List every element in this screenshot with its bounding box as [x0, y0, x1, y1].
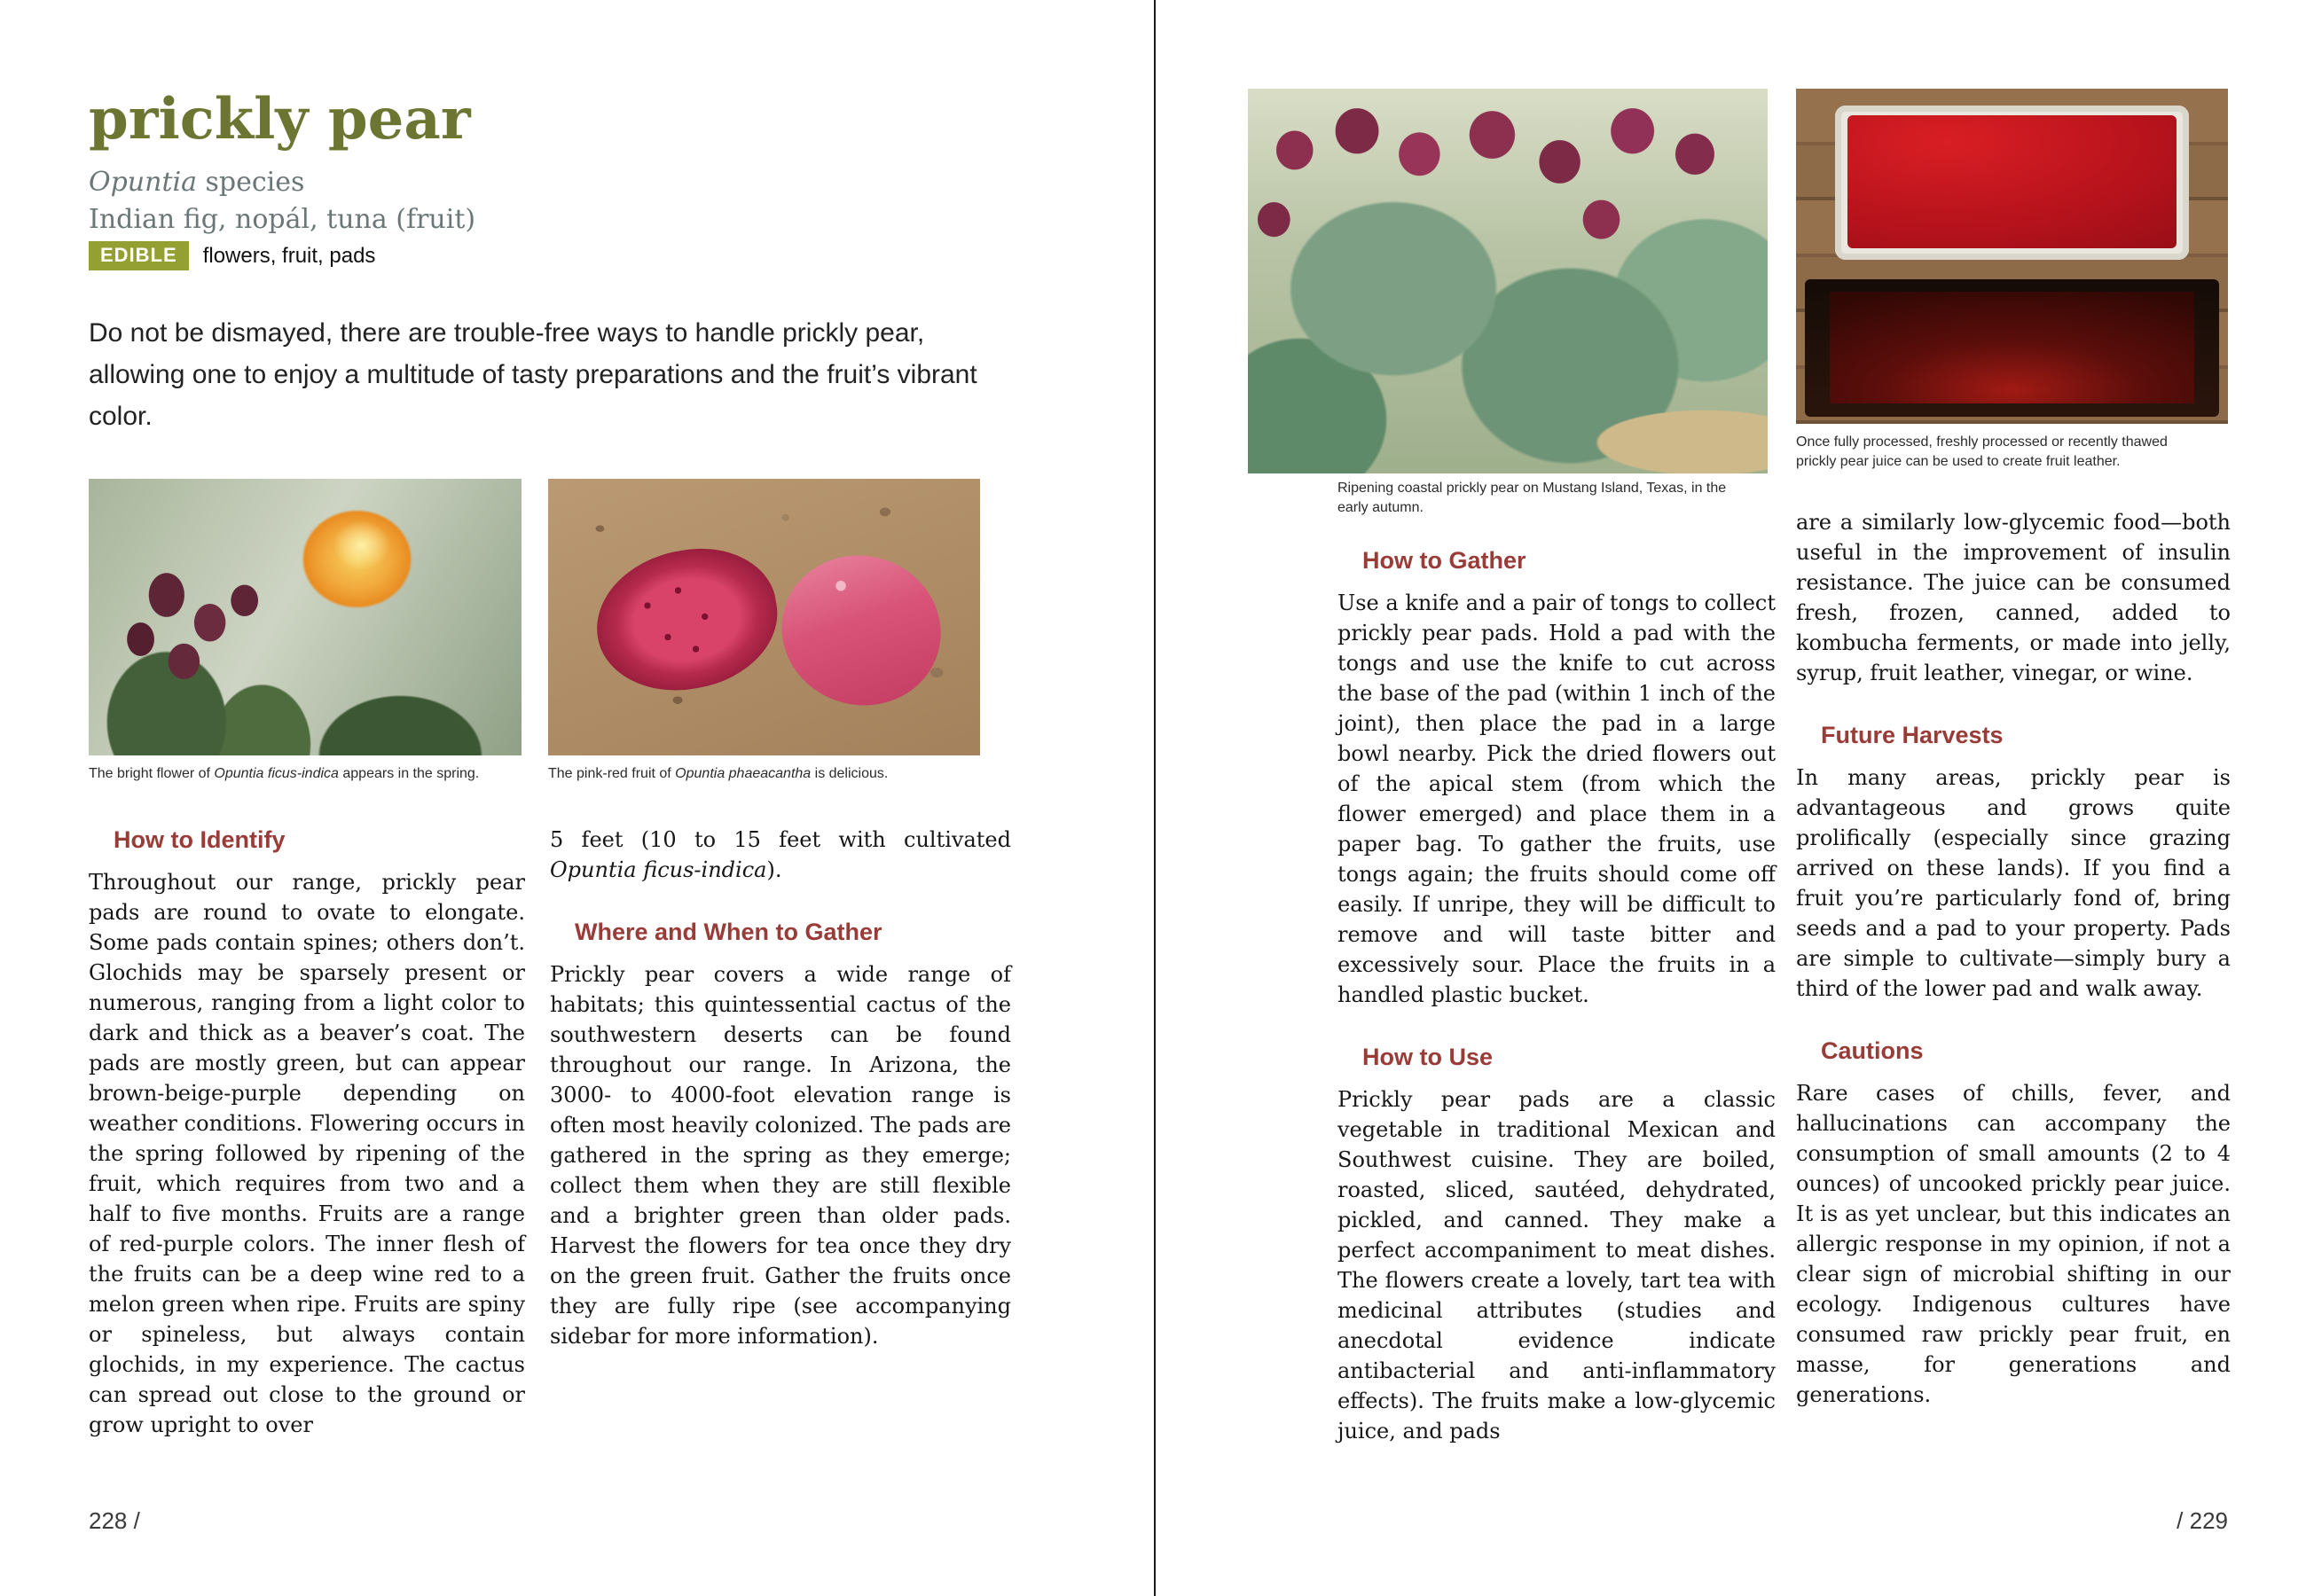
right-column-1	[1337, 545, 1776, 1446]
future-harvests-body: In many areas, prickly pear is advantageous and grows quite prolifically (especially since grazing arrived on these lands). If you find a fruit you’re particularly fond of, bring seeds and a pad to your property. Pads are simple to cultivate—simply bury a third of the lower pad and walk away.	[1796, 765, 2231, 1001]
how-to-gather-body: Use a knife and a pair of tongs to collect prickly pear pads. Hold a pad with the tongs and use the knife to cut across the base of the pad (within 1 inch of the joint), then place the pad in a large bowl nearby. Pick the dried flowers out of the apical stem (from which the flower emerged) and place them in a paper bag. To gather the fruits, use tongs again; the fruits should come off easily. If unripe, they will be difficult to remove and will taste bitter and excessively sour. Place the fruits in a handled plastic bucket.	[1337, 591, 1776, 1007]
flower-photo	[89, 479, 522, 755]
juice-jar-liquid-shape	[1830, 292, 2194, 403]
cut-fruit-shape	[585, 536, 788, 704]
where-when-body: Prickly pear covers a wide range of habitats; this quintessential cactus of the southwestern deserts can be found throughout our range. In Arizona, the 3000- to 4000-foot elevation range is often most heavily colonized. The pads are gathered in the spring as they emerge; collect them when they are still flexible and a brighter green than older pads. Harvest the flowers for tea once they dry on the green fruit. Gather the fruits once they are fully ripe (see accompanying sidebar for more information).	[550, 962, 1012, 1349]
cactus-photo-caption: Ripening coastal prickly pear on Mustang Island, Texas, in the early autumn.	[1337, 481, 1727, 515]
right-column-2	[1796, 507, 2231, 1410]
how-to-use-heading: How to Use	[1362, 1044, 1494, 1070]
identify-continuation: 5 feet (10 to 15 feet with cultivated Opuntia ficus-indica).	[550, 827, 1011, 882]
where-when-heading: Where and When to Gather	[575, 919, 882, 945]
juice-jar-shape	[1805, 279, 2220, 417]
flower-photo-caption: The bright flower of Opuntia ficus-indica appears in the spring.	[89, 766, 480, 781]
common-names-line: Indian fig, nopál, tuna (fruit)	[89, 204, 476, 235]
intro-paragraph: Do not be dismayed, there are trouble-free ways to handle prickly pear, allowing one to enjoy a multitude of tasty preparations and the fruit’s vibrant color.	[89, 318, 977, 431]
how-to-use-body: Prickly pear pads are a classic vegetable in traditional Mexican and Southwest cuisine. They are boiled, roasted, sliced, sautéed, dehydrated, pickled, and canned. They make a perfect accompaniment to meat dishes. The flowers create a lovely, tart tea with medicinal attributes (studies and anecdotal evidence indicate antibacterial and anti-inflammatory effects). The fruits make a low-glycemic juice, and pads	[1337, 1087, 1776, 1443]
use-continuation: are a similarly low-glycemic food—both useful in the improvement of insulin resistance. The juice can be consumed fresh, frozen, canned, added to kombucha ferments, or made into jelly, syrup, fruit leather, vinegar, or wine.	[1796, 510, 2231, 685]
left-column-2	[550, 825, 1011, 1351]
juice-photo-caption: Once fully processed, freshly processed or recently thawed prickly pear juice can be used to create fruit leather.	[1796, 434, 2168, 469]
edible-badge: EDIBLE	[89, 241, 189, 270]
cautions-heading: Cautions	[1821, 1037, 1924, 1064]
left-column-1	[89, 825, 525, 1440]
species-line: Opuntia species	[89, 167, 305, 198]
page-number-right: / 229	[2177, 1507, 2228, 1534]
identify-body: Throughout our range, prickly pear pads are round to ovate to elongate. Some pads contain spines; others don’t. Glochids may be sparsely present or numerous, ranging from a light color to dark and thick as a beaver’s coat. The pads are mostly green, but can appear brown-beige-purple depending on weather conditions. Flowering occurs in the spring followed by ripening of the fruit, which requires from two and a half to five months. Fruits are a range of red-purple colors. The inner flesh of the fruits can be a deep wine red to a melon green when ripe. Fruits are spiny or spineless, but always contain glochids, in my experience. The cactus can spread out close to the ground or grow upright to over	[89, 870, 525, 1437]
how-to-gather-heading: How to Gather	[1362, 547, 1526, 574]
page-title: prickly pear	[89, 86, 471, 153]
future-harvests-heading: Future Harvests	[1821, 722, 2004, 748]
juice-photo	[1796, 89, 2228, 424]
edible-parts: flowers, fruit, pads	[202, 243, 376, 268]
page-number-left: 228 /	[89, 1507, 140, 1534]
page-right	[1156, 0, 2306, 1596]
fruit-photo	[548, 479, 980, 755]
fruit-photo-caption: The pink-red fruit of Opuntia phaeacantha is delicious.	[548, 766, 889, 781]
cautions-body: Rare cases of chills, fever, and hallucinations can accompany the consumption of small amounts (2 to 4 ounces) of uncooked prickly pear juice. It is as yet unclear, but this indicates an allergic response in my opinion, if not a clear sign of microbial shifting in our ecology. Indigenous cultures have consumed raw prickly pear fruit, en masse, for generations and generations.	[1796, 1081, 2231, 1407]
juice-tray-liquid-shape	[1847, 115, 2177, 248]
juice-tray-shape	[1835, 106, 2189, 260]
edible-row	[89, 241, 375, 270]
whole-fruit-shape	[764, 537, 959, 725]
identify-heading: How to Identify	[114, 826, 286, 853]
cactus-photo	[1248, 89, 1768, 473]
